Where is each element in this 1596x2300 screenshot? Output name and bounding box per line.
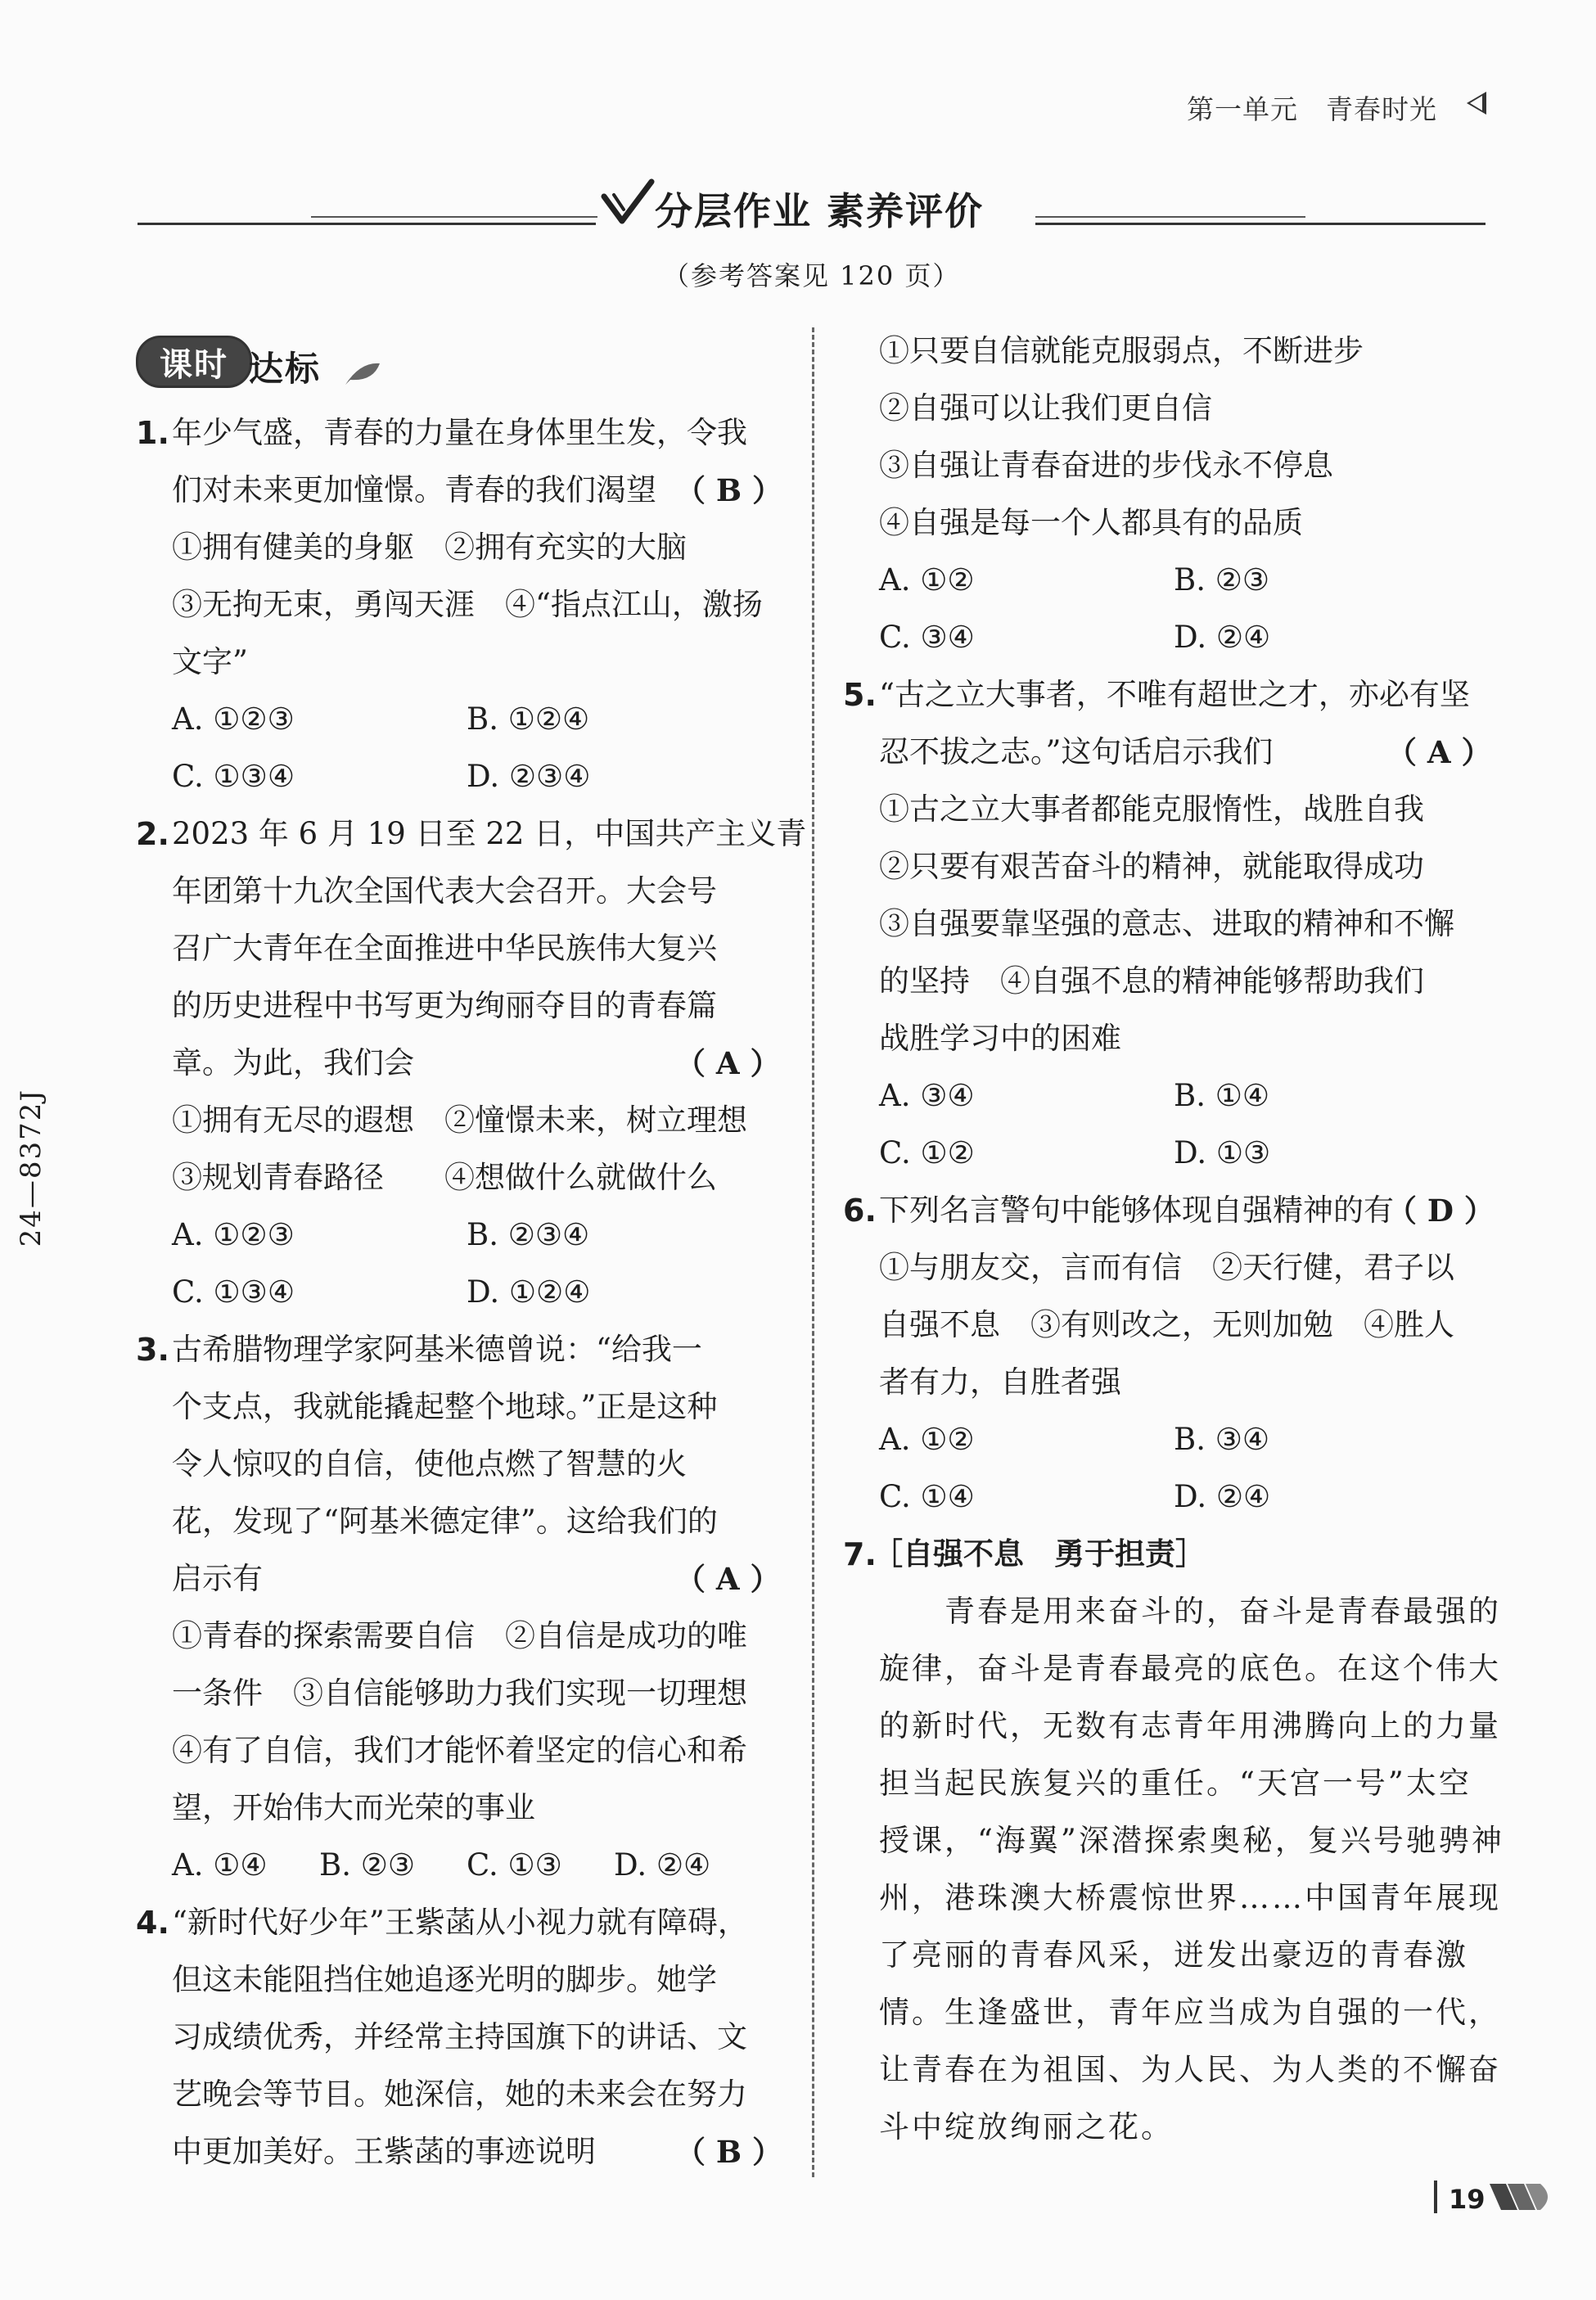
page-decoration-icon <box>1490 2182 1555 2212</box>
question-4-line: 中更加美好。王紫菡的事迹说明 <box>172 2134 596 2169</box>
question-4-option-c: C. ③④ <box>879 620 975 655</box>
question-4-answer: （ B ） <box>675 2134 783 2170</box>
question-6-option-c: C. ①④ <box>879 1479 975 1514</box>
question-7-passage-line: 授课，“海翼”深潜探索奥秘，复兴号驰骋神 <box>879 1823 1504 1858</box>
question-1-statements: ①拥有健美的身躯 ②拥有充实的大脑 <box>172 530 687 565</box>
question-4-line: 艺晚会等节目。她深信，她的未来会在努力 <box>172 2077 747 2112</box>
question-3-statements: 一条件 ③自信能够助力我们实现一切理想 <box>172 1675 747 1711</box>
question-7-passage-line: 青春是用来奋斗的，奋斗是青春最强的 <box>879 1594 1501 1629</box>
question-2-option-b: B. ②③④ <box>467 1217 590 1252</box>
question-3-line: 个支点，我就能撬起整个地球。”正是这种 <box>172 1389 718 1424</box>
question-4-option-d: D. ②④ <box>1174 620 1271 655</box>
question-3-line: 令人惊叹的自信，使他点燃了智慧的火 <box>172 1446 687 1481</box>
question-4-option-b: B. ②③ <box>1174 562 1270 598</box>
question-3-statements: ①青春的探索需要自信 ②自信是成功的唯 <box>172 1618 747 1653</box>
question-1-option-b: B. ①②④ <box>467 701 590 737</box>
side-code: 24—8372J <box>15 1089 47 1247</box>
question-4-line: 习成绩优秀，并经常主持国旗下的讲话、文 <box>172 2019 747 2054</box>
title-rule-left <box>138 223 596 225</box>
question-1-number: 1. <box>136 415 169 451</box>
section-badge-tail: 达标 <box>249 349 322 389</box>
section-badge: 课时 <box>136 336 252 388</box>
column-divider <box>812 327 814 2177</box>
question-6-option-b: B. ③④ <box>1174 1422 1270 1457</box>
leaf-icon <box>344 360 381 386</box>
question-2-answer: （ A ） <box>675 1045 781 1081</box>
question-3-line: 启示有 <box>172 1561 263 1596</box>
question-3-statements: ④有了自信，我们才能怀着坚定的信心和希 <box>172 1733 747 1768</box>
question-2-number: 2. <box>136 816 169 852</box>
question-4-statements: ③自强让青春奋进的步伐永不停息 <box>879 448 1333 483</box>
question-6-statements: ①与朋友交，言而有信 ②天行健，君子以 <box>879 1250 1454 1285</box>
question-2-line: 召广大青年在全面推进中华民族伟大复兴 <box>172 931 717 966</box>
question-2-statements: ③规划青春路径 ④想做什么就做什么 <box>172 1160 717 1195</box>
question-5-statements: 战胜学习中的困难 <box>879 1021 1121 1056</box>
question-4-option-a: A. ①② <box>879 562 975 598</box>
question-7-passage-line: 州，港珠澳大桥震惊世界……中国青年展现 <box>879 1880 1501 1915</box>
question-4-line: “新时代好少年”王紫菡从小视力就有障碍， <box>172 1905 748 1940</box>
page-number-bar <box>1434 2180 1437 2213</box>
checkmark-icon <box>599 178 656 228</box>
question-7-passage-line: 旋律，奋斗是青春最亮的底色。在这个伟大 <box>879 1651 1501 1686</box>
question-4-statements: ②自强可以让我们更自信 <box>879 390 1212 426</box>
question-1-statements: 文字” <box>172 644 248 679</box>
question-6-line: 下列名言警句中能够体现自强精神的有 <box>879 1193 1394 1228</box>
title-rule-left-thin <box>311 216 597 218</box>
question-3-option-b: B. ②③ <box>319 1847 416 1883</box>
question-5-statements: 的坚持 ④自强不息的精神能够帮助我们 <box>879 963 1424 999</box>
question-6-number: 6. <box>843 1193 877 1229</box>
question-5-number: 5. <box>843 677 877 713</box>
question-2-line: 的历史进程中书写更为绚丽夺目的青春篇 <box>172 988 717 1023</box>
question-2-line: 年团第十九次全国代表大会召开。大会号 <box>172 873 717 909</box>
question-7-number: 7. <box>843 1536 877 1572</box>
question-6-option-a: A. ①② <box>879 1422 975 1457</box>
question-6-statements: 自强不息 ③有则改之，无则加勉 ④胜人 <box>879 1307 1454 1342</box>
question-3-answer: （ A ） <box>675 1561 781 1597</box>
question-1-option-a: A. ①②③ <box>172 701 295 737</box>
page-title: 分层作业 素养评价 <box>655 189 985 233</box>
question-7-passage-line: 的新时代，无数有志青年用沸腾向上的力量 <box>879 1708 1501 1743</box>
unit-header: 第一单元 青春时光 <box>1187 93 1437 125</box>
page-number: 19 <box>1449 2184 1486 2215</box>
question-4-statements: ④自强是每一个人都具有的品质 <box>879 505 1303 540</box>
question-3-line: 花，发现了“阿基米德定律”。这给我们的 <box>172 1504 718 1539</box>
question-1-line: 们对未来更加憧憬。青春的我们渴望 <box>172 472 656 507</box>
question-5-option-d: D. ①③ <box>1174 1135 1271 1170</box>
question-2-option-a: A. ①②③ <box>172 1217 295 1252</box>
question-3-option-d: D. ②④ <box>614 1847 711 1883</box>
question-5-option-b: B. ①④ <box>1174 1078 1270 1113</box>
question-1-option-c: C. ①③④ <box>172 759 295 794</box>
question-2-line: 2023 年 6 月 19 日至 22 日，中国共产主义青 <box>172 816 807 851</box>
question-3-number: 3. <box>136 1332 169 1368</box>
question-5-answer: （ A ） <box>1386 734 1492 770</box>
question-5-statements: ③自强要靠坚强的意志、进取的精神和不懈 <box>879 906 1454 941</box>
question-2-line: 章。为此，我们会 <box>172 1045 414 1080</box>
question-7-passage-line: 了亮丽的青春风采，迸发出豪迈的青春激 <box>879 1937 1468 1973</box>
question-5-line: “古之立大事者，不唯有超世之才，亦必有坚 <box>879 677 1470 712</box>
question-7-passage-line: 情。生逢盛世，青年应当成为自强的一代， <box>879 1995 1501 2030</box>
question-7-tag: ［自强不息 勇于担责］ <box>872 1536 1206 1572</box>
question-5-statements: ①古之立大事者都能克服惰性，战胜自我 <box>879 791 1424 827</box>
question-1-answer: （ B ） <box>675 472 783 508</box>
question-2-option-c: C. ①③④ <box>172 1274 295 1310</box>
question-5-statements: ②只要有艰苦奋斗的精神，就能取得成功 <box>879 849 1424 884</box>
question-4-number: 4. <box>136 1905 169 1941</box>
question-1-option-d: D. ②③④ <box>467 759 591 794</box>
question-6-statements: 者有力，自胜者强 <box>879 1364 1121 1400</box>
question-4-statements: ①只要自信就能克服弱点，不断进步 <box>879 333 1364 368</box>
title-rule-right-thin <box>1035 216 1305 218</box>
question-2-option-d: D. ①②④ <box>467 1274 591 1310</box>
question-1-line: 年少气盛，青春的力量在身体里生发，令我 <box>172 415 747 450</box>
question-5-option-a: A. ③④ <box>879 1078 975 1113</box>
question-5-option-c: C. ①② <box>879 1135 975 1170</box>
question-6-answer: （ D ） <box>1386 1193 1495 1229</box>
question-7-passage-line: 担当起民族复兴的重任。“天宫一号”太空 <box>879 1766 1472 1801</box>
triangle-left-icon <box>1467 92 1486 115</box>
question-3-option-c: C. ①③ <box>467 1847 562 1883</box>
question-5-line: 忍不拔之志。”这句话启示我们 <box>879 734 1274 769</box>
question-7-passage-line: 让青春在为祖国、为人民、为人类的不懈奋 <box>879 2052 1501 2087</box>
question-3-option-a: A. ①④ <box>172 1847 268 1883</box>
question-2-statements: ①拥有无尽的遐想 ②憧憬未来，树立理想 <box>172 1103 747 1138</box>
title-rule-right <box>1035 223 1486 225</box>
question-6-option-d: D. ②④ <box>1174 1479 1271 1514</box>
answer-reference: （参考答案见 120 页） <box>663 260 961 291</box>
question-3-statements: 望，开始伟大而光荣的事业 <box>172 1790 535 1825</box>
question-3-line: 古希腊物理学家阿基米德曾说：“给我一 <box>172 1332 702 1367</box>
question-4-line: 但这未能阻挡住她追逐光明的脚步。她学 <box>172 1962 717 1997</box>
question-7-passage-line: 斗中绽放绚丽之花。 <box>879 2109 1174 2144</box>
question-1-statements: ③无拘无束，勇闯天涯 ④“指点江山，激扬 <box>172 587 763 622</box>
